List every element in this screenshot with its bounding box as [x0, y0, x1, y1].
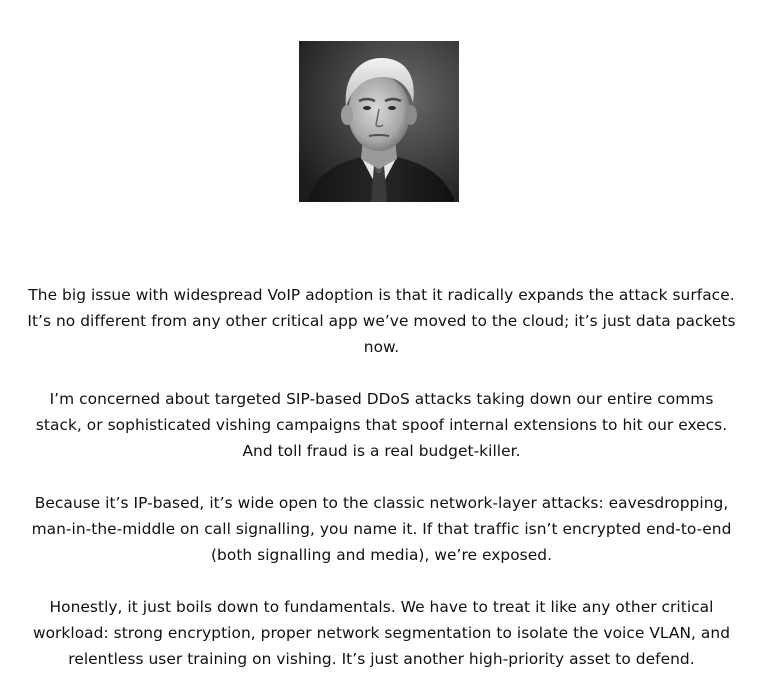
quote-text: [26, 282, 737, 672]
paragraph-network-layer-attacks: Because it’s IP-based, it’s wide open to the classic network-layer attacks: eavesdropping, man-in-the-middle on call signalling, you name it. If that traffic isn’t encrypted end-to-end (both signalling and media), we’re exposed.: [31, 494, 732, 564]
paragraph-voip-attack-surface: The big issue with widespread VoIP adoption is that it radically expands the attack surface. It’s no different from any other critical app we’ve moved to the cloud; it’s just data packets now.: [27, 286, 736, 356]
paragraph-ddos-vishing-concerns: I’m concerned about targeted SIP-based DDoS attacks taking down our entire comms stack, or sophisticated vishing campaigns that spoof internal extensions to hit our execs. And toll fraud is a real budget-killer.: [35, 390, 728, 460]
paragraph-fundamentals: Honestly, it just boils down to fundamentals. We have to treat it like any other critical workload: strong encryption, proper network segmentation to isolate the voice VLAN, and relentless user training on vishing. It’s just another high-priority asset to defend.: [32, 598, 731, 668]
person-portrait-icon: [299, 41, 459, 202]
portrait-photo: [299, 41, 459, 202]
